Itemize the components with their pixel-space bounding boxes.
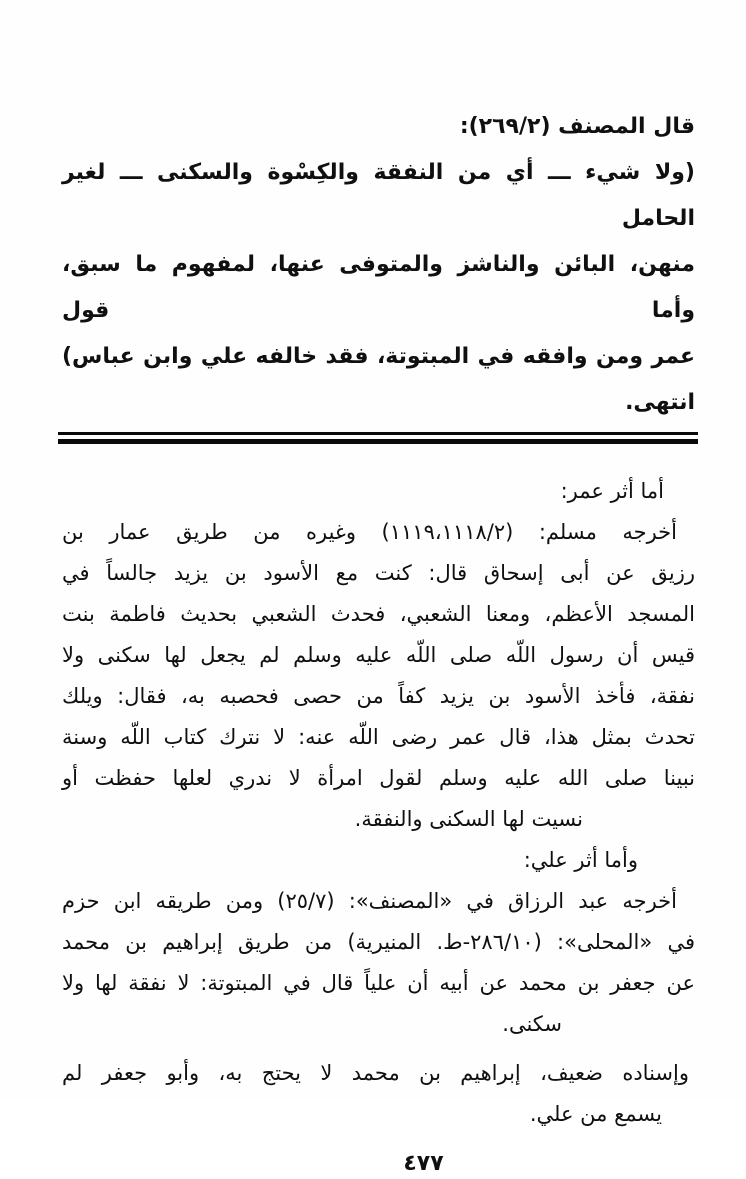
matn-line: (ولا شيء ـــ أي من النفقة والكِسْوة والسكنى ـــ لغير الحامل: [62, 160, 695, 231]
takhrij-line: نسيت لها السكنى والنفقة.: [354, 807, 583, 831]
takhrij-line: سكنى.: [502, 1012, 562, 1036]
section-heading-athar-umar: أما أثر عمر:: [560, 479, 664, 503]
double-rule-separator: [58, 432, 698, 444]
page-number: ٤٧٧: [403, 1151, 444, 1176]
takhrij-line: نبينا صلى الله عليه وسلم لقول امرأة لا ندري لعلها حفظت أو: [62, 766, 695, 790]
takhrij-line: عن جعفر بن محمد عن أبيه أن علياً قال في المبتوتة: لا نفقة لها ولا: [62, 971, 695, 995]
matn-line: عمر ومن وافقه في المبتوتة، فقد خالفه علي وابن عباس) انتهى.: [62, 344, 695, 415]
section-heading-athar-ali: وأما أثر علي:: [523, 848, 638, 872]
takhrij-line: في «المحلى»: (١٠‏/‏٢٨٦-ط. المنيرية) من طريق إبراهيم بن محمد: [62, 930, 695, 954]
matn-line: منهن، البائن والناشز والمتوفى عنها، لمفهوم ما سبق، وأما قول: [62, 252, 695, 323]
takhrij-line: نفقة، فأخذ الأسود بن يزيد كفاً من حصى فحصبه به، فقال: ويلك: [62, 684, 695, 708]
takhrij-line: تحدث بمثل هذا، قال عمر رضى اللّه عنه: لا نترك كتاب اللّه وسنة: [62, 725, 695, 749]
takhrij-line: أخرجه مسلم: (٢‏/‏١١١٨‏،‏١١١٩) وغيره من طريق عمار بن: [62, 520, 677, 544]
isnad-grading-block: [62, 1053, 695, 1135]
hukm-line: وإسناده ضعيف، إبراهيم بن محمد لا يحتج به، وأبو جعفر لم: [62, 1061, 689, 1085]
hukm-line: يسمع من علي.: [529, 1102, 662, 1126]
takhrij-line: المسجد الأعظم، ومعنا الشعبي، فحدث الشعبي بحديث فاطمة بنت: [62, 602, 695, 626]
commentary-block: [62, 471, 695, 1135]
musannif-heading: قال المصنف (٢‏/‏٢٦٩):: [459, 114, 695, 139]
takhrij-line: رزيق عن أبى إسحاق قال: كنت مع الأسود بن يزيد جالساً في: [62, 561, 695, 585]
takhrij-line: قيس أن رسول اللّه صلى اللّه عليه وسلم لم يجعل لها سكنى ولا: [62, 643, 695, 667]
matn-quote-block: [62, 104, 695, 426]
takhrij-line: أخرجه عبد الرزاق في «المصنف»: (٧‏/‏٢٥) ومن طريقه ابن حزم: [62, 889, 677, 913]
